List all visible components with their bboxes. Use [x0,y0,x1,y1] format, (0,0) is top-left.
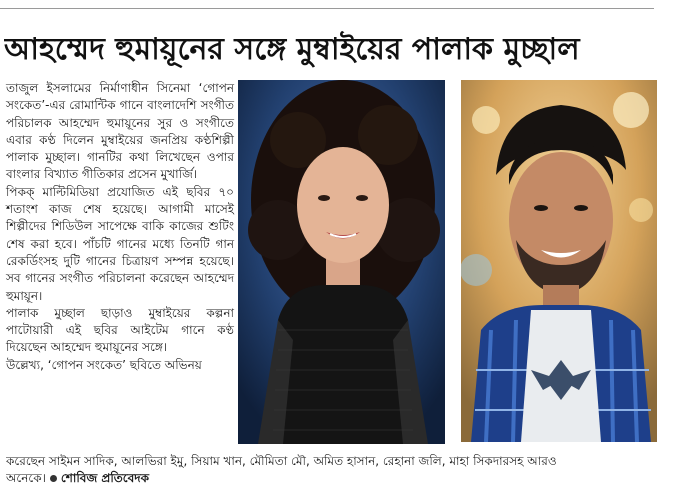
article-line-end [6,470,656,487]
photo-ahmed-humayun [461,80,657,442]
article-line: করেছেন সাইমন সাদিক, আলভিরা ইমু, সিয়াম খান, মৌমিতা মৌ, অমিত হাসান, রেহানা জলি, মাহা সিকদারসহ আরও [6,454,557,468]
byline-bullet-icon [50,475,57,482]
article-paragraph: পিকক্ মাল্টিমিডিয়া প্রযোজিত এই ছবির ৭০ শতাংশ কাজ শেষ হয়েছে। আগামী মাসেই শিল্পীদের শিডিউল সাপেক্ষে বাকি কাজের শুটিং শেষ করা হবে। পাঁচটি গানের মধ্যে তিনটি গান রেকর্ডিংসহ দুটি গানের চিত্রায়ণ সম্পন্ন হয়েছে। সব গানের সংগীত পরিচালনা করেছেন আহম্মেদ হুমায়ূন। [6,184,234,303]
article-line-end-text: অনেকে। [6,471,46,486]
article-paragraph: পালাক মুচ্ছাল ছাড়াও মুম্বাইয়ের কল্পনা পাটোয়ারী এই ছবির আইটেম গানে কণ্ঠ দিয়েছেন আহম্মেদ হুমায়ূনের সঙ্গে। [6,305,234,355]
article-wide-lines [6,453,656,488]
top-rule [0,8,654,9]
byline: শোবিজ প্রতিবেদক [60,471,149,486]
article-paragraph: তাজুল ইসলামের নির্মাণাধীন সিনেমা ‘গোপন সংকেত’-এর রোমান্টিক গানে বাংলাদেশি সংগীত পরিচালক আহম্মেদ হুমায়ূনের সুর ও সংগীতে এবার কণ্ঠ দিলেন মুম্বাইয়ের জনপ্রিয় কণ্ঠশিল্পী পালাক মুচ্ছাল। গানটির কথা লিখেছেন ওপার বাংলার বিখ্যাত গীতিকার প্রসেন মুখার্জি। [6,81,234,182]
article-body-column [6,80,234,374]
photo-palak-muchhal [238,80,445,444]
article-paragraph: উল্লেখ্য, ‘গোপন সংকেত’ ছবিতে অভিনয় [6,357,202,372]
article-headline: আহম্মেদ হুমায়ূনের সঙ্গে মুম্বাইয়ের পালাক মুচ্ছাল [4,32,580,67]
